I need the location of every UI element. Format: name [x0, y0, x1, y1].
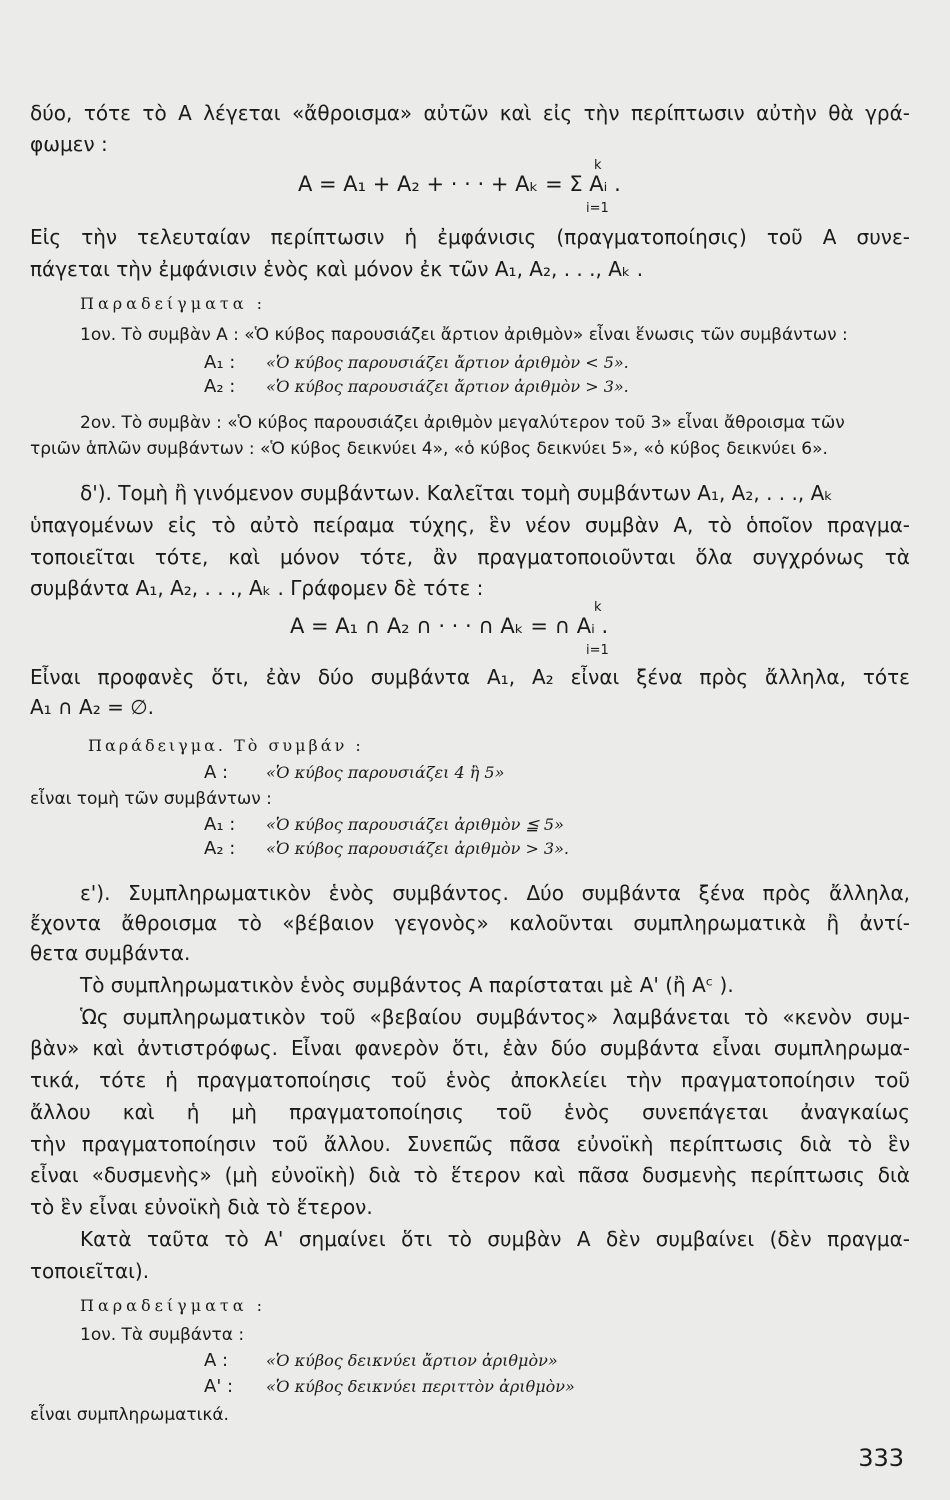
text-line: τοποιεῖται τότε, καὶ μόνον τότε, ἂν πραγματοποιοῦνται ὅλα συγχρόνως τὰ: [30, 545, 910, 569]
text-line: ἄλλου καὶ ἡ μὴ πραγματοποίησις τοῦ ἑνὸς συνεπάγεται ἀναγκαίως: [30, 1100, 910, 1124]
text-line: ἔχοντα ἄθροισμα τὸ «βέβαιον γεγονὸς» καλοῦνται συμπληρωματικὰ ἢ ἀντί-: [30, 911, 910, 935]
text-line: Εἰς τὴν τελευταίαν περίπτωσιν ἡ ἐμφάνισις (πραγματοποίησις) τοῦ Α συνε-: [30, 225, 910, 249]
event-description: «Ὁ κύβος δεικνύει περιττὸν ἀριθμὸν»: [266, 1377, 575, 1396]
event-label: A₁ :: [204, 814, 236, 835]
text-line: συμβάντα A₁, A₂, . . ., Aₖ . Γράφομεν δὲ τότε :: [30, 576, 484, 600]
intersection-upper-limit: k: [594, 600, 602, 615]
event-row: [204, 376, 629, 397]
event-label: A :: [204, 1350, 229, 1371]
event-description: «Ὁ κύβος παρουσιάζει ἀριθμὸν ≦ 5»: [266, 815, 564, 834]
intersection-lower-limit: i=1: [586, 643, 609, 658]
event-description: «Ὁ κύβος παρουσιάζει ἀριθμὸν > 3».: [266, 839, 569, 858]
text-line: Ὡς συμπληρωματικὸν τοῦ «βεβαίου συμβάντος» λαμβάνεται τὸ «κενὸν συμ-: [80, 1005, 910, 1029]
sum-upper-limit: k: [594, 158, 602, 173]
event-row: [204, 814, 564, 835]
event-description: «Ὁ κύβος δεικνύει ἄρτιον ἀριθμὸν»: [266, 1351, 558, 1370]
section-delta-line: δ'). Τομὴ ἢ γινόμενον συμβάντων. Καλεῖται τομὴ συμβάντων A₁, A₂, . . ., Aₖ: [80, 481, 833, 505]
text-line: εἶναι «δυσμενὴς» (μὴ εὐνοϊκὴ) διὰ τὸ ἕτερον καὶ πᾶσα δυσμενὴς περίπτωσις διὰ: [30, 1163, 910, 1187]
text-line: ὑπαγομένων εἰς τὸ αὐτὸ πείραμα τύχης, ἓν νέον συμβὰν Α, τὸ ὁποῖον πραγμα-: [30, 513, 910, 537]
event-description: «Ὁ κύβος παρουσιάζει 4 ἢ 5»: [266, 763, 505, 782]
example-heading: Παράδειγμα. Τὸ συμβάν :: [88, 736, 364, 755]
example-line: 2ον. Τὸ συμβὰν : «Ὁ κύβος παρουσιάζει ἀριθμὸν μεγαλύτερον τοῦ 3» εἶναι ἄθροισμα τῶν: [80, 413, 845, 433]
text-line: δύο, τότε τὸ Α λέγεται «ἄθροισμα» αὐτῶν καὶ εἰς τὴν περίπτωσιν αὐτὴν θὰ γρά-: [30, 101, 910, 125]
text-line: τοποιεῖται).: [30, 1259, 150, 1283]
text-line: εἶναι τομὴ τῶν συμβάντων :: [30, 789, 272, 809]
text-line: Κατὰ ταῦτα τὸ Α' σημαίνει ὅτι τὸ συμβὰν Α δὲν συμβαίνει (δὲν πραγμα-: [80, 1227, 910, 1251]
event-label: A :: [204, 762, 229, 783]
event-label: A₂ :: [204, 838, 236, 859]
sum-lower-limit: i=1: [586, 201, 609, 216]
example-line: 1ον. Τὸ συμβὰν Α : «Ὁ κύβος παρουσιάζει ἄρτιον ἀριθμὸν» εἶναι ἕνωσις τῶν συμβάντων :: [80, 325, 848, 345]
event-row: [204, 1350, 558, 1371]
text-line: τικά, τότε ἡ πραγματοποίησις τοῦ ἑνὸς ἀποκλείει τὴν πραγματοποίησιν τοῦ: [30, 1068, 910, 1092]
text-line: Τὸ συμπληρωματικὸν ἑνὸς συμβάντος Α παρίσταται μὲ Α' (ἢ Aᶜ ).: [80, 973, 734, 997]
text-line: φωμεν :: [30, 132, 108, 156]
example-line: τριῶν ἁπλῶν συμβάντων : «Ὁ κύβος δεικνύει 4», «ὁ κύβος δεικνύει 5», «ὁ κύβος δεικνύει 6».: [30, 439, 828, 459]
text-line: τὴν πραγματοποίησιν τοῦ ἄλλου. Συνεπῶς πᾶσα εὐνοϊκὴ περίπτωσις διὰ τὸ ἓν: [30, 1132, 910, 1156]
text-line: Εἶναι προφανὲς ὅτι, ἐὰν δύο συμβάντα A₁, A₂ εἶναι ξένα πρὸς ἄλληλα, τότε: [30, 665, 910, 689]
event-label: A₁ :: [204, 352, 236, 373]
event-label: A' :: [204, 1376, 234, 1397]
section-epsilon-line: ε'). Συμπληρωματικὸν ἑνὸς συμβάντος. Δύο συμβάντα ξένα πρὸς ἄλληλα,: [80, 881, 910, 905]
text-line: θετα συμβάντα.: [30, 941, 191, 965]
event-row: [204, 762, 504, 783]
intersection-formula: A = A₁ ∩ A₂ ∩ · · · ∩ Aₖ = ∩ Aᵢ .: [290, 614, 609, 638]
text-line: βὰν» καὶ ἀντιστρόφως. Εἶναι φανερὸν ὅτι, ἐὰν δύο συμβάντα εἶναι συμπληρωμα-: [30, 1036, 910, 1060]
event-row: [204, 1376, 575, 1397]
text-line: πάγεται τὴν ἐμφάνισιν ἑνὸς καὶ μόνον ἐκ τῶν A₁, A₂, . . ., Aₖ .: [30, 257, 644, 281]
text-line: εἶναι συμπληρωματικά.: [30, 1405, 229, 1425]
sum-formula: A = A₁ + A₂ + · · · + Aₖ = Σ Aᵢ .: [298, 172, 621, 196]
examples-heading: Παραδείγματα :: [80, 1296, 267, 1315]
event-description: «Ὁ κύβος παρουσιάζει ἄρτιον ἀριθμὸν < 5».: [266, 353, 629, 372]
text-line: τὸ ἓν εἶναι εὐνοϊκὴ διὰ τὸ ἕτερον.: [30, 1195, 373, 1219]
event-row: [204, 838, 569, 859]
examples-heading: Παραδείγματα :: [80, 294, 267, 313]
text-line: A₁ ∩ A₂ = ∅.: [30, 695, 155, 719]
event-description: «Ὁ κύβος παρουσιάζει ἄρτιον ἀριθμὸν > 3».: [266, 377, 629, 396]
example-line: 1ον. Τὰ συμβάντα :: [80, 1325, 245, 1345]
event-row: [204, 352, 629, 373]
page-number: 333: [858, 1444, 904, 1472]
event-label: A₂ :: [204, 376, 236, 397]
